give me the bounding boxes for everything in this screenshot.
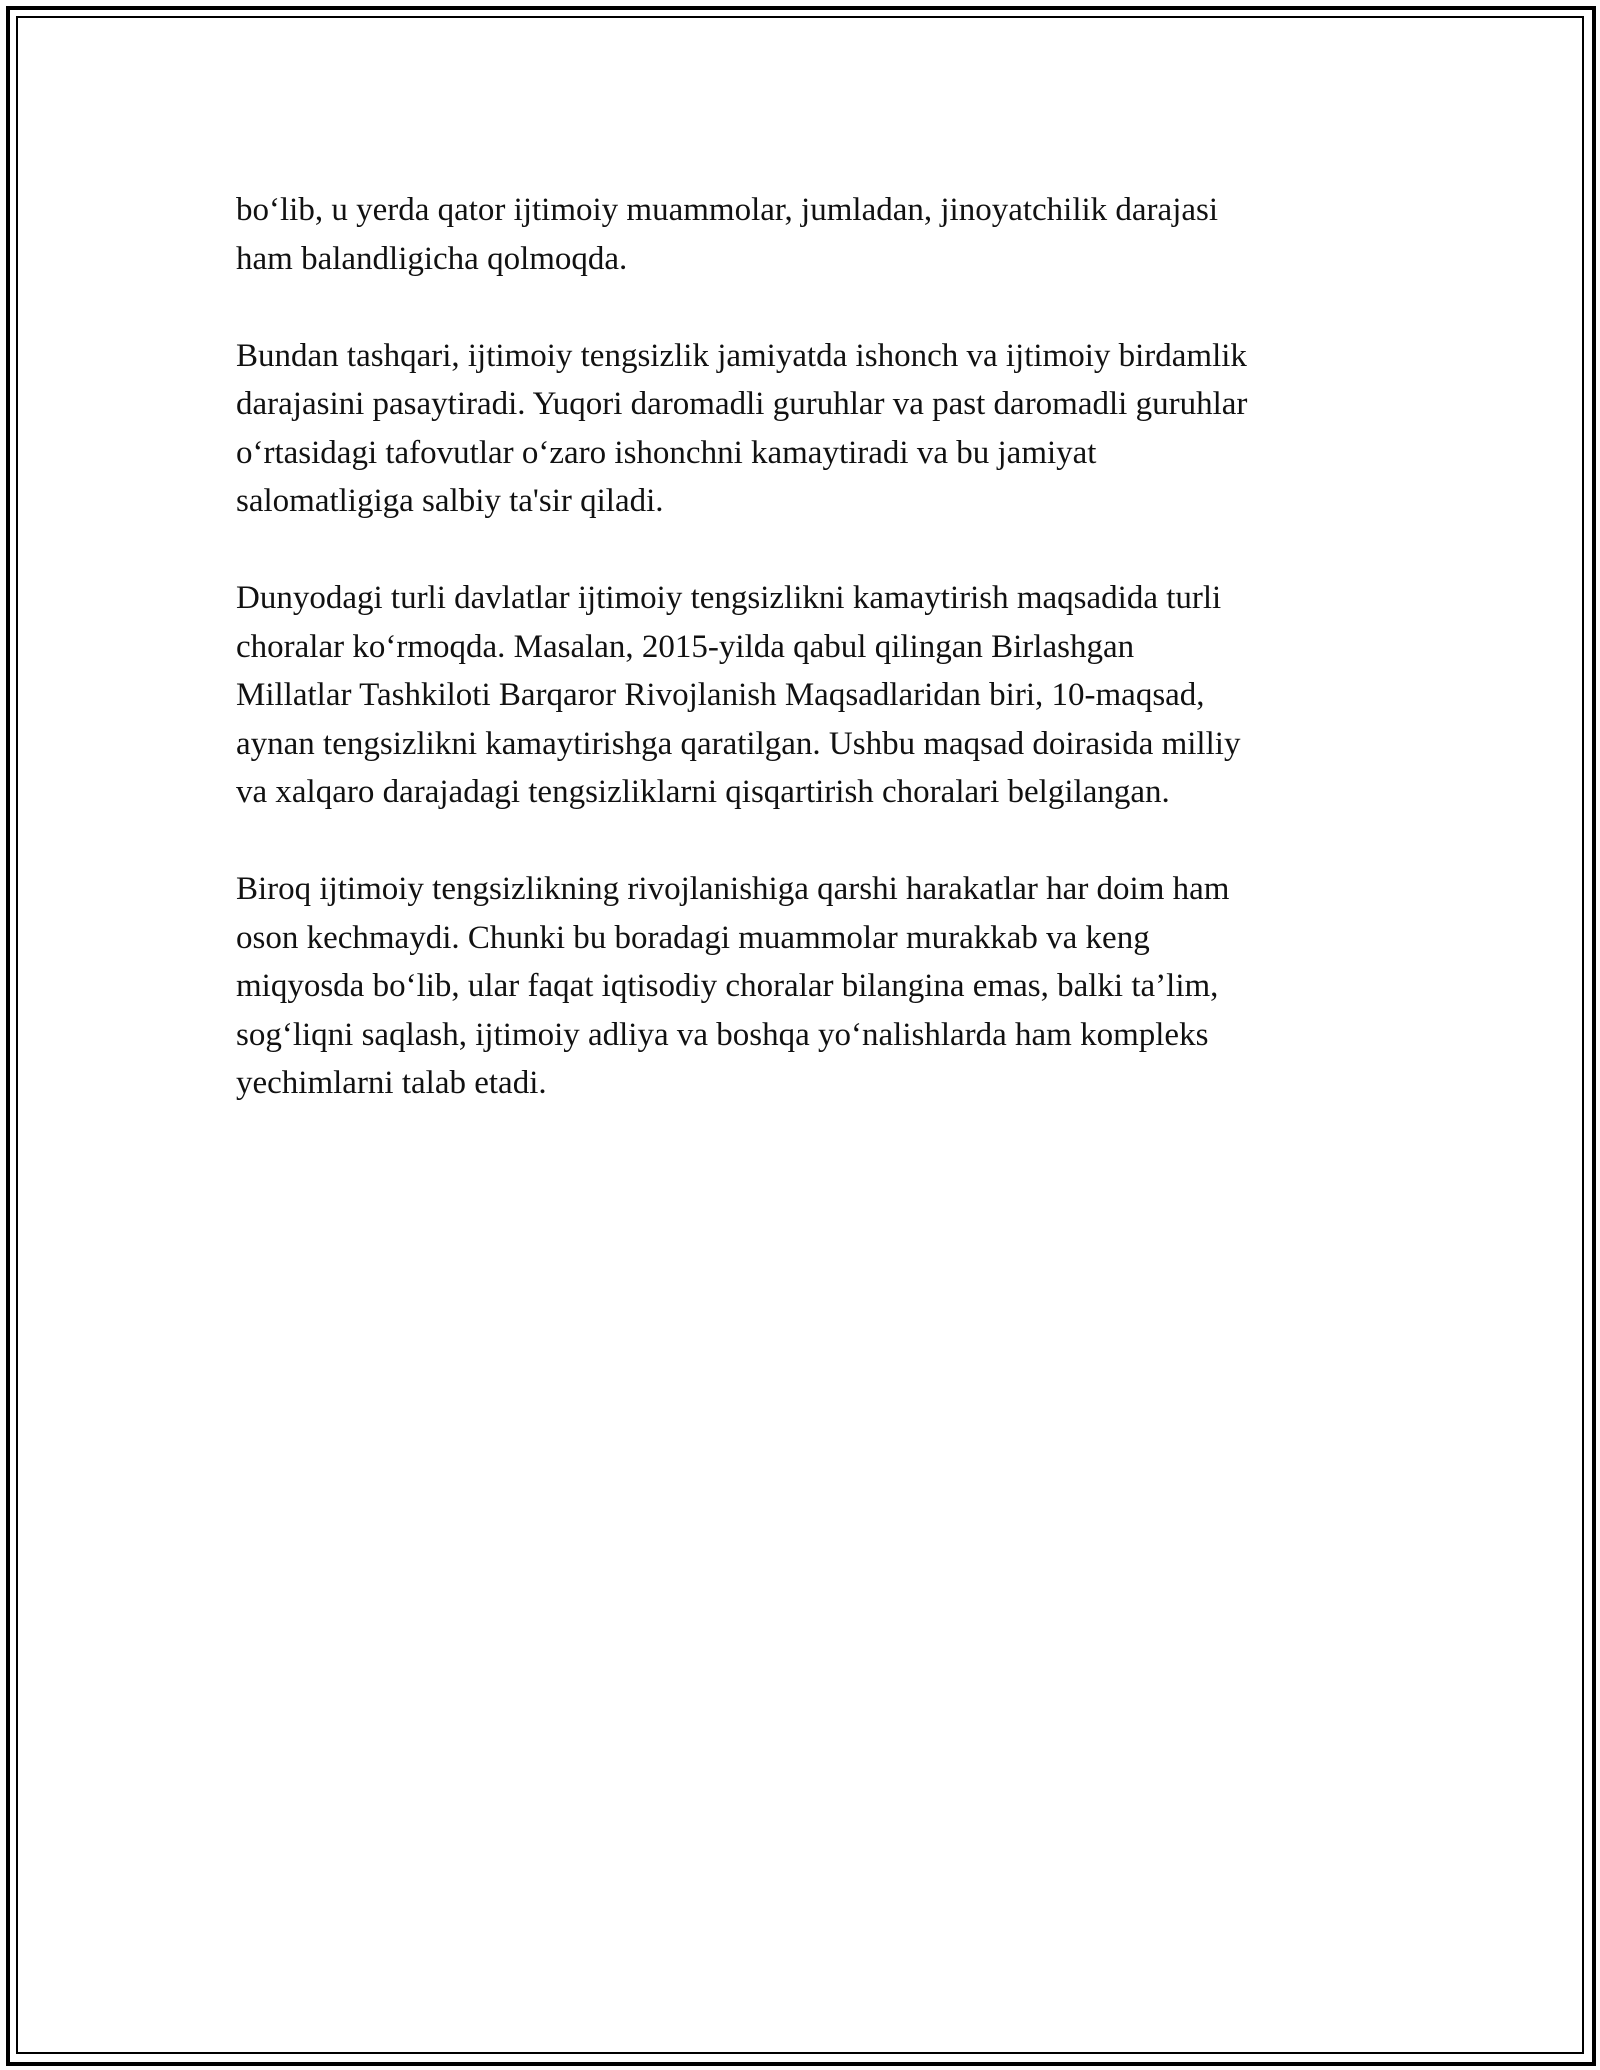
- text-line: miqyosda bo‘lib, ular faqat iqtisodiy choralar bilangina emas, balki ta’lim,: [236, 968, 1219, 1004]
- text-line: sog‘liqni saqlash, ijtimoiy adliya va boshqa yo‘nalishlarda ham kompleks: [236, 1016, 1209, 1053]
- document-body: [236, 186, 1386, 1156]
- text-line: aynan tengsizlikni kamaytirishga qaratilgan. Ushbu maqsad doirasida milliy: [236, 725, 1241, 762]
- text-line: darajasini pasaytiradi. Yuqori daromadli guruhlar va past daromadli guruhlar: [236, 386, 1248, 422]
- text-line: va xalqaro darajadagi tengsizliklarni qisqartirish choralari belgilangan.: [236, 774, 1170, 810]
- text-line: bo‘lib, u yerda qator ijtimoiy muammolar, jumladan, jinoyatchilik darajasi: [236, 192, 1219, 228]
- text-line: o‘rtasidagi tafovutlar o‘zaro ishonchni kamaytiradi va bu jamiyat: [236, 434, 1097, 471]
- paragraph-2: [236, 332, 1386, 526]
- paragraph-3: [236, 574, 1386, 817]
- paragraph-1: [236, 186, 1386, 283]
- text-line: ham balandligicha qolmoqda.: [236, 240, 628, 277]
- text-line: yechimlarni talab etadi.: [236, 1065, 547, 1101]
- text-line: Bundan tashqari, ijtimoiy tengsizlik jamiyatda ishonch va ijtimoiy birdamlik: [236, 337, 1247, 374]
- text-line: salomatligiga salbiy ta'sir qiladi.: [236, 483, 664, 519]
- text-line: Biroq ijtimoiy tengsizlikning rivojlanishiga qarshi harakatlar har doim ham: [236, 871, 1230, 907]
- text-line: Millatlar Tashkiloti Barqaror Rivojlanish Maqsadlaridan biri, 10-maqsad,: [236, 677, 1205, 713]
- text-line: choralar ko‘rmoqda. Masalan, 2015-yilda qabul qilingan Birlashgan: [236, 628, 1135, 665]
- text-line: oson kechmaydi. Chunki bu boradagi muammolar murakkab va keng: [236, 919, 1150, 956]
- text-line: Dunyodagi turli davlatlar ijtimoiy tengsizlikni kamaytirish maqsadida turli: [236, 580, 1222, 616]
- paragraph-4: [236, 865, 1386, 1108]
